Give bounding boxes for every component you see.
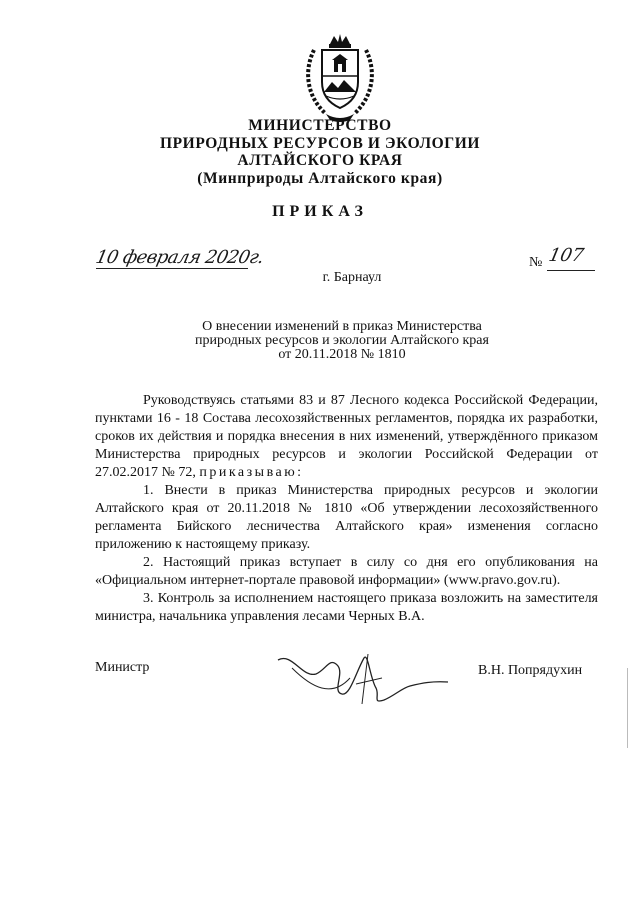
date-underline xyxy=(96,268,248,269)
number-label: № xyxy=(529,255,543,270)
signature-icon xyxy=(272,648,452,710)
ministry-short-name: (Минприроды Алтайского края) xyxy=(197,170,443,187)
document-type-title: ПРИКАЗ xyxy=(272,203,368,220)
handwritten-number: 107 xyxy=(546,245,586,266)
preamble-paragraph xyxy=(95,392,598,482)
item-1: 1. Внести в приказ Министерства природных ресурсов и экологии Алтайского края от 20.11.2018 № 1810 «Об утверждении лесохозяйственного регламента Бийского лесничества Алтайского края» изменения согласно приложению к настоящему приказу. xyxy=(95,483,598,552)
subject-line-3: от 20.11.2018 № 1810 xyxy=(278,347,406,362)
orders-word: приказываю: xyxy=(199,465,304,480)
subject-line-2: природных ресурсов и экологии Алтайского края xyxy=(195,333,489,348)
ministry-title-line-3: АЛТАЙСКОГО КРАЯ xyxy=(237,152,403,169)
scan-edge-mark xyxy=(627,668,631,748)
city: г. Барнаул xyxy=(322,270,382,285)
preamble-text: Руководствуясь статьями 83 и 87 Лесного кодекса Российской Федерации, пунктами 16 - 18 Состава лесохозяйственных регламентов, порядка их разработки, сроков их действия и порядка внесения в них изменений, утверждённого приказом Министерства природных ресурсов и экологии Российской Федерации от 27.02.2017 № 72, xyxy=(95,393,598,480)
subject-line-1: О внесении изменений в приказ Министерства xyxy=(202,319,482,334)
item-2: 2. Настоящий приказ вступает в силу со дня его опубликования на «Официальном интернет-портале правовой информации» (www.pravo.gov.ru). xyxy=(95,555,598,588)
item-3: 3. Контроль за исполнением настоящего приказа возложить на заместителя министра, начальника управления лесами Черных В.А. xyxy=(95,591,598,624)
order-body xyxy=(95,392,598,626)
order-subject xyxy=(175,320,509,362)
signatory-name: В.Н. Попрядухин xyxy=(478,663,583,678)
signatory-role: Министр xyxy=(95,660,150,675)
coat-of-arms-icon xyxy=(300,30,380,124)
ministry-title-line-2: ПРИРОДНЫХ РЕСУРСОВ И ЭКОЛОГИИ xyxy=(159,135,481,152)
handwritten-date: 10 февраля 2020г. xyxy=(93,247,266,268)
ministry-title-line-1: МИНИСТЕРСТВО xyxy=(248,117,392,134)
